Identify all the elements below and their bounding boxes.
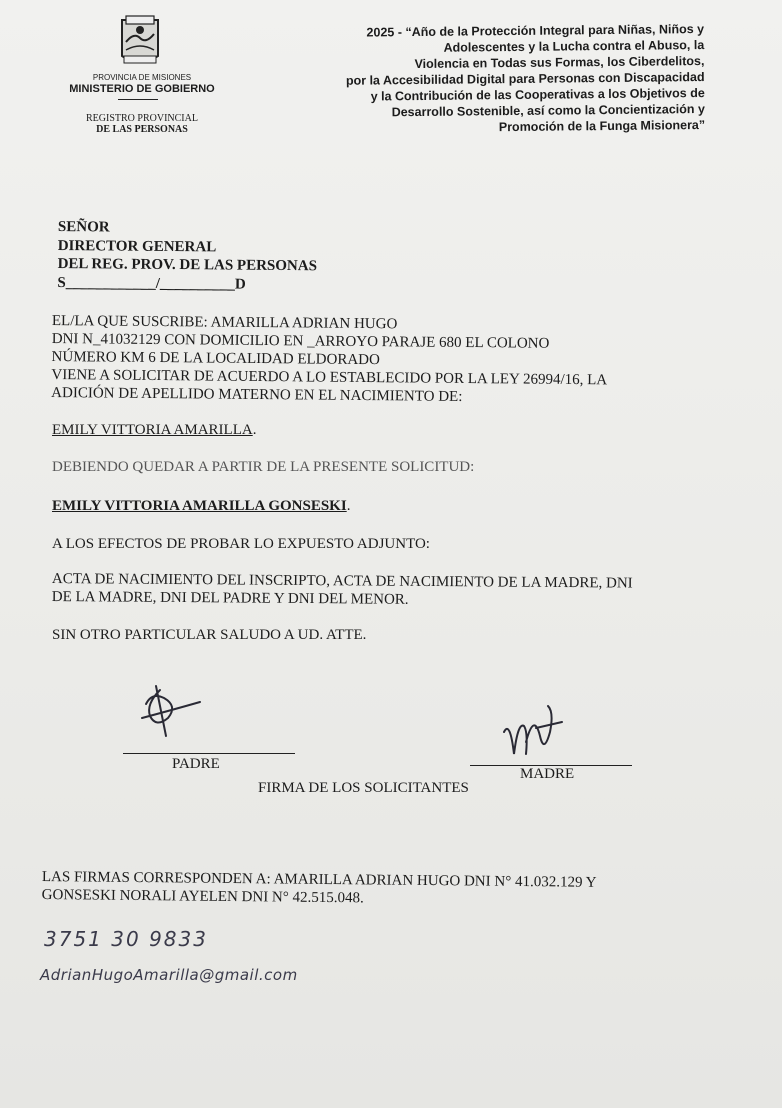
new-name-period: . xyxy=(346,498,351,514)
request-line: DNI N_41032129 CON DOMICILIO EN _ARROYO PARAJE 680 EL COLONO xyxy=(51,330,550,352)
attachments-paragraph xyxy=(52,570,633,611)
remaining-statement: DEBIENDO QUEDAR A PARTIR DE LA PRESENTE SOLICITUD: xyxy=(52,459,475,475)
mother-label: MADRE xyxy=(520,766,575,782)
signatures-caption: FIRMA DE LOS SOLICITANTES xyxy=(258,780,469,796)
province-name: PROVINCIA DE MISIONES xyxy=(92,73,192,82)
addressee-line: S____________/__________D xyxy=(57,274,246,293)
registry-name-line2: DE LAS PERSONAS xyxy=(96,124,188,135)
attachments-line: DE LA MADRE, DNI DEL PADRE Y DNI DEL MENOR. xyxy=(51,588,409,608)
birth-name-line xyxy=(52,421,256,439)
father-signature-line xyxy=(123,753,295,754)
addressee-line: SEÑOR xyxy=(57,218,110,236)
motto-line: por la Accesibilidad Digital para Personas con Discapacidad xyxy=(345,69,705,88)
mother-signature xyxy=(500,702,570,762)
request-line: ADICIÓN DE APELLIDO MATERNO EN EL NACIMIENTO DE: xyxy=(51,384,463,405)
request-line: EL/LA QUE SUSCRIBE: AMARILLA ADRIAN HUGO xyxy=(51,312,398,333)
birth-name-period: . xyxy=(252,422,257,438)
new-name: EMILY VITTORIA AMARILLA GONSESKI xyxy=(52,498,347,514)
motto-line: Violencia en Todas sus Formas, los Ciberdelitos, xyxy=(414,53,705,72)
motto-line: Desarrollo Sostenible, así como la Concientización y xyxy=(391,101,705,120)
new-name-line xyxy=(52,497,350,515)
motto-line: Adolescentes y la Lucha contra el Abuso, la xyxy=(443,37,705,55)
addressee-line: DEL REG. PROV. DE LAS PERSONAS xyxy=(57,255,318,275)
motto-line: 2025 - “Año de la Protección Integral para Niñas, Niños y xyxy=(366,21,705,40)
motto-line: y la Contribución de las Cooperativas a los Objetivos de xyxy=(370,85,705,104)
signatories-line: LAS FIRMAS CORRESPONDEN A: AMARILLA ADRIAN HUGO DNI N° 41.032.129 Y xyxy=(41,868,597,891)
addressee-line: DIRECTOR GENERAL xyxy=(57,237,217,255)
year-motto xyxy=(290,21,705,137)
ministry-name: MINISTERIO DE GOBIERNO xyxy=(69,83,215,95)
header-divider xyxy=(118,99,158,100)
registry-name-line1: REGISTRO PROVINCIAL xyxy=(86,113,198,124)
addressee-block xyxy=(57,218,317,294)
signatories-line: GONSESKI NORALI AYELEN DNI N° 42.515.048. xyxy=(41,886,364,907)
signatories-paragraph xyxy=(42,868,597,910)
handwritten-phone: 3751 30 9833 xyxy=(44,927,208,951)
attachments-line: ACTA DE NACIMIENTO DEL INSCRIPTO, ACTA DE NACIMIENTO DE LA MADRE, DNI xyxy=(51,570,633,592)
motto-line: Promoción de la Funga Misionera” xyxy=(498,117,706,135)
father-signature xyxy=(132,682,212,742)
request-line: VIENE A SOLICITAR DE ACUERDO A LO ESTABLECIDO POR LA LEY 26994/16, LA xyxy=(51,366,608,389)
birth-name: EMILY VITTORIA AMARILLA xyxy=(52,422,253,438)
closing-statement: SIN OTRO PARTICULAR SALUDO A UD. ATTE. xyxy=(52,627,367,643)
request-paragraph xyxy=(51,312,608,407)
father-label: PADRE xyxy=(172,756,220,772)
provincial-seal-icon xyxy=(110,12,170,72)
effects-statement: A LOS EFECTOS DE PROBAR LO EXPUESTO ADJUNTO: xyxy=(52,536,430,552)
request-line: NÚMERO KM 6 DE LA LOCALIDAD ELDORADO xyxy=(51,348,380,369)
handwritten-email: AdrianHugoAmarilla@gmail.com xyxy=(40,966,298,984)
